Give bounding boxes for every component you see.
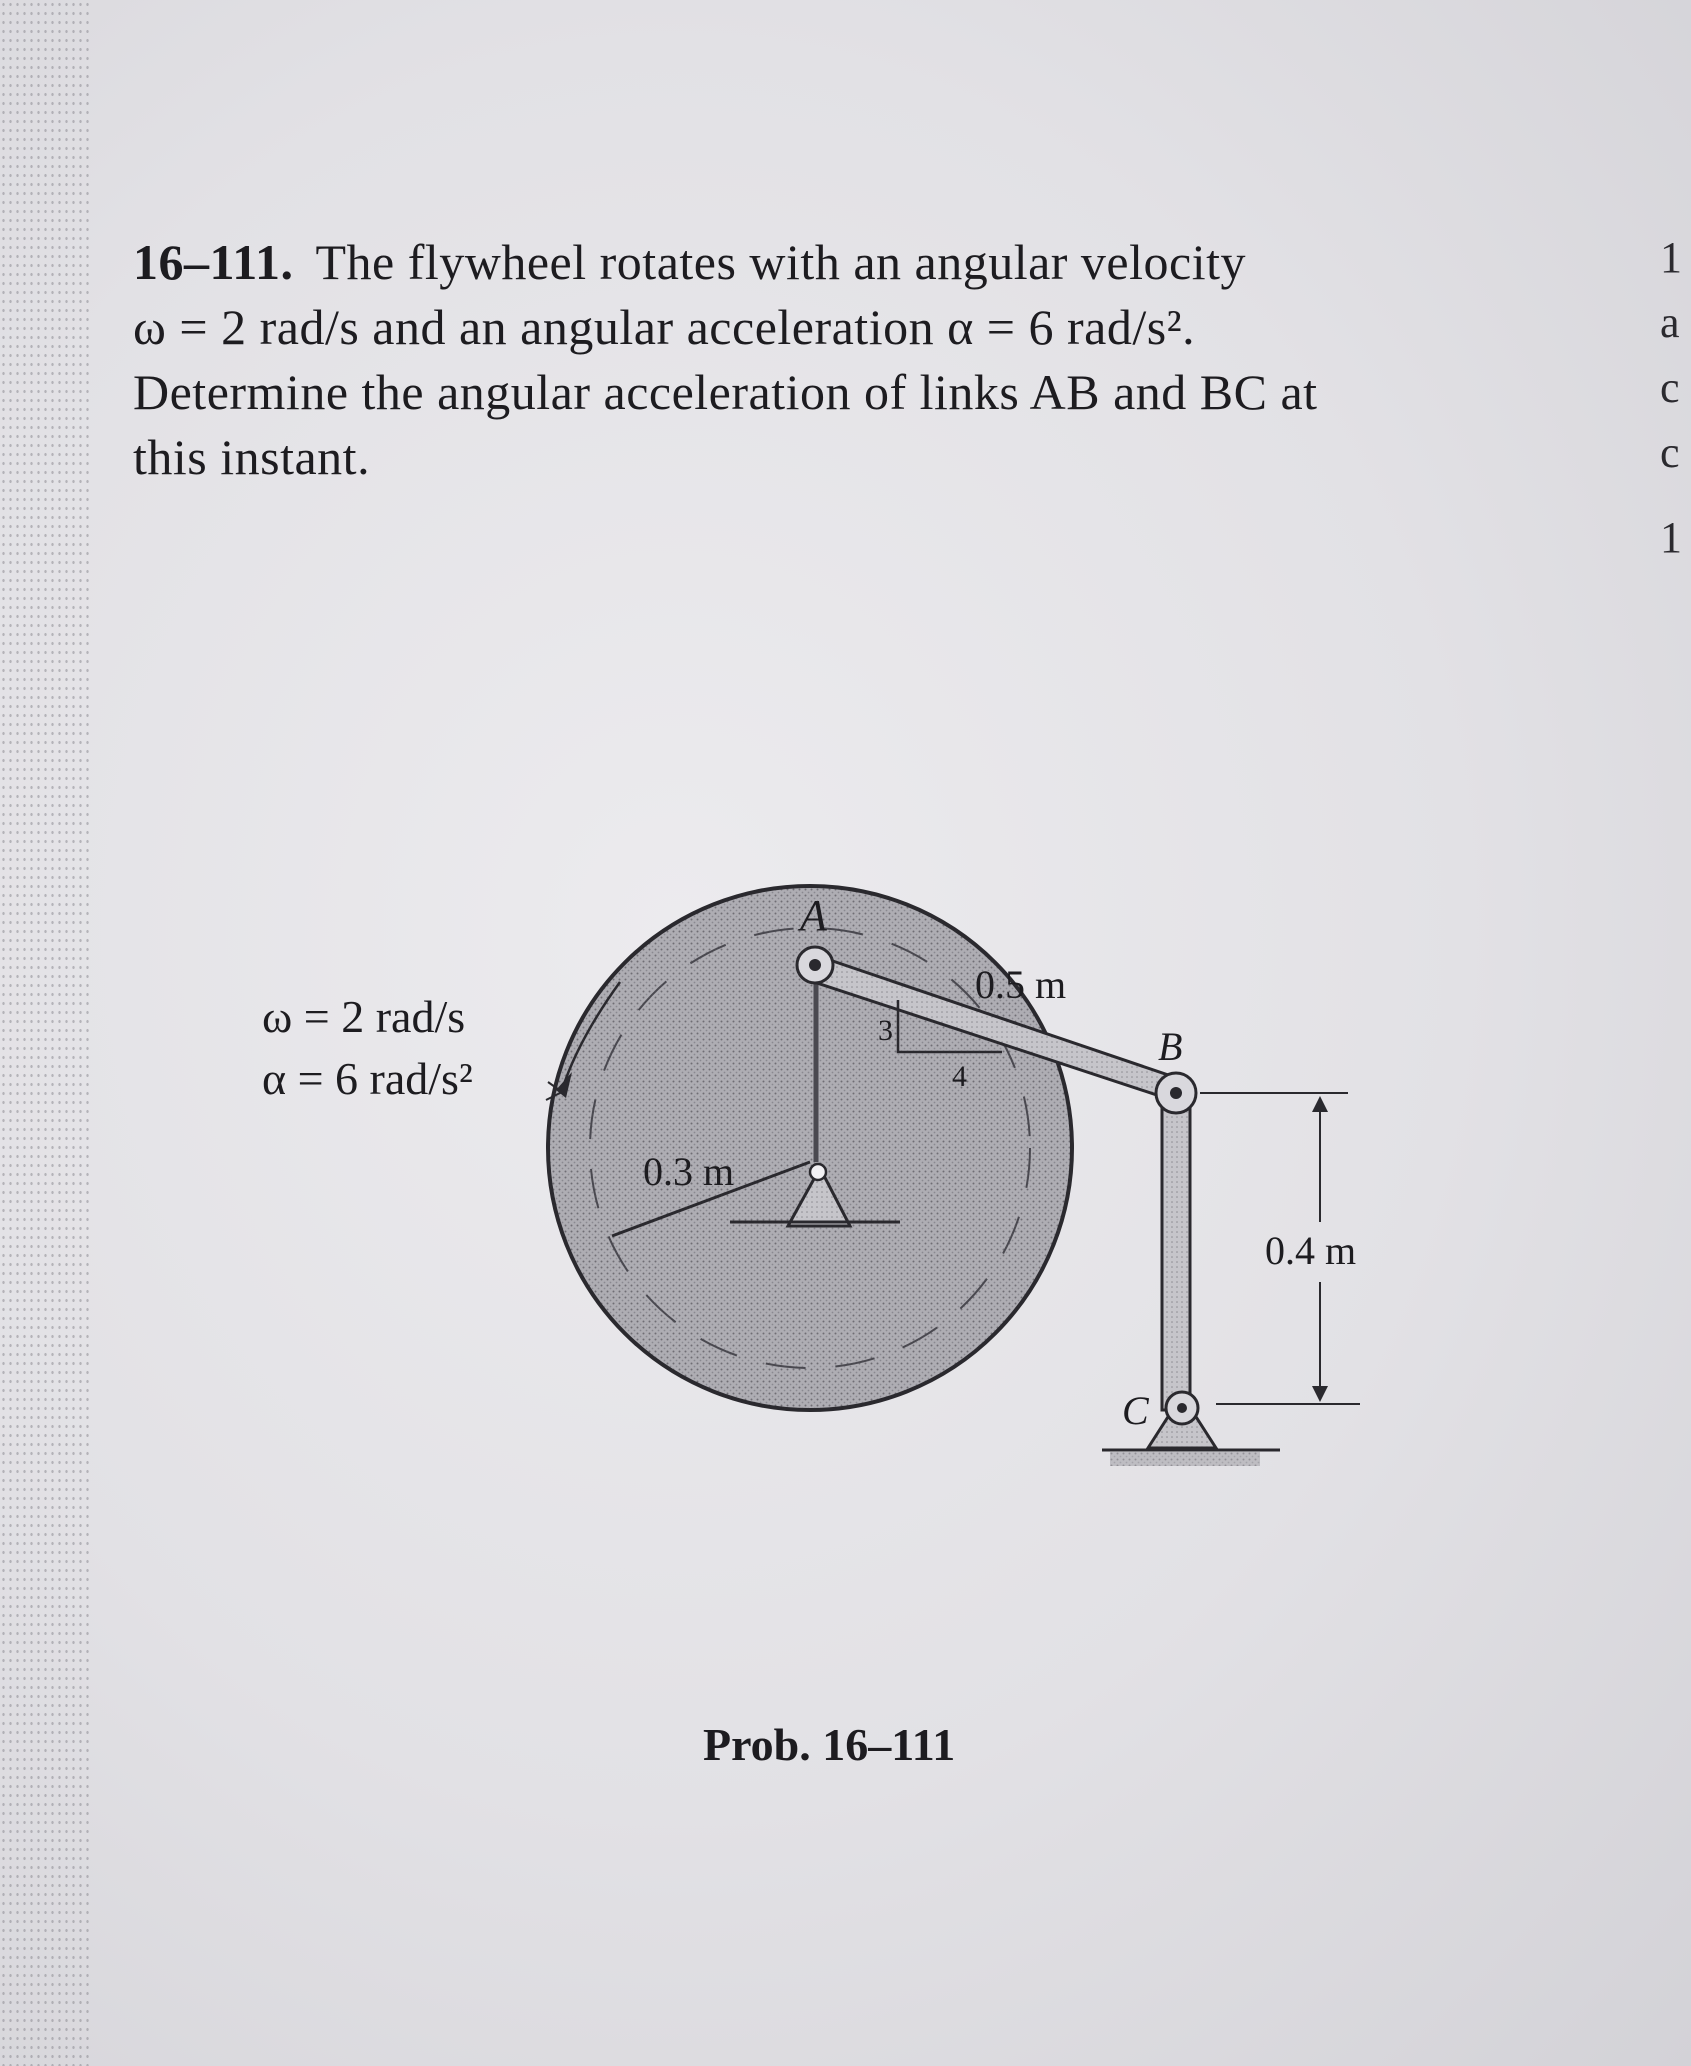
slope-run-label: 4 bbox=[952, 1060, 967, 1093]
point-c-label: C bbox=[1122, 1388, 1149, 1433]
pin-c-center bbox=[1177, 1403, 1187, 1413]
problem-number: 16–111. bbox=[133, 234, 294, 290]
pin-b-center bbox=[1170, 1087, 1182, 1099]
adjacent-fragment-2: a bbox=[1660, 298, 1680, 347]
problem-text-line-1: The flywheel rotates with an angular velocity bbox=[315, 234, 1246, 290]
link-bc bbox=[1162, 1095, 1190, 1410]
dim-arrow-up bbox=[1312, 1096, 1328, 1112]
adjacent-fragment-4: c bbox=[1660, 428, 1680, 477]
problem-text-line-2: ω = 2 rad/s and an angular acceleration α = 6 rad/s². bbox=[133, 299, 1196, 355]
center-pin bbox=[810, 1164, 826, 1180]
slope-rise-label: 3 bbox=[878, 1014, 893, 1047]
problem-text-line-3: Determine the angular acceleration of links AB and BC at bbox=[133, 364, 1318, 420]
figure-caption: Prob. 16–111 bbox=[703, 1719, 956, 1770]
ground-hatch bbox=[1110, 1452, 1260, 1466]
adjacent-fragment-5: 1 bbox=[1660, 513, 1682, 562]
omega-label: ω = 2 rad/s bbox=[262, 991, 466, 1042]
adjacent-fragment-3: c bbox=[1660, 363, 1680, 412]
dim-ab-label: 0.5 m bbox=[975, 962, 1067, 1007]
alpha-label: α = 6 rad/s² bbox=[262, 1053, 473, 1104]
dim-height-label: 0.4 m bbox=[1265, 1228, 1357, 1273]
dim-radius-label: 0.3 m bbox=[643, 1149, 735, 1194]
adjacent-fragment-1: 1 bbox=[1660, 233, 1682, 282]
problem-text-line-4: this instant. bbox=[133, 429, 371, 485]
dim-arrow-down bbox=[1312, 1386, 1328, 1402]
point-a-label: A bbox=[800, 891, 827, 940]
point-b-label: B bbox=[1158, 1024, 1183, 1069]
pin-a-center bbox=[809, 959, 821, 971]
